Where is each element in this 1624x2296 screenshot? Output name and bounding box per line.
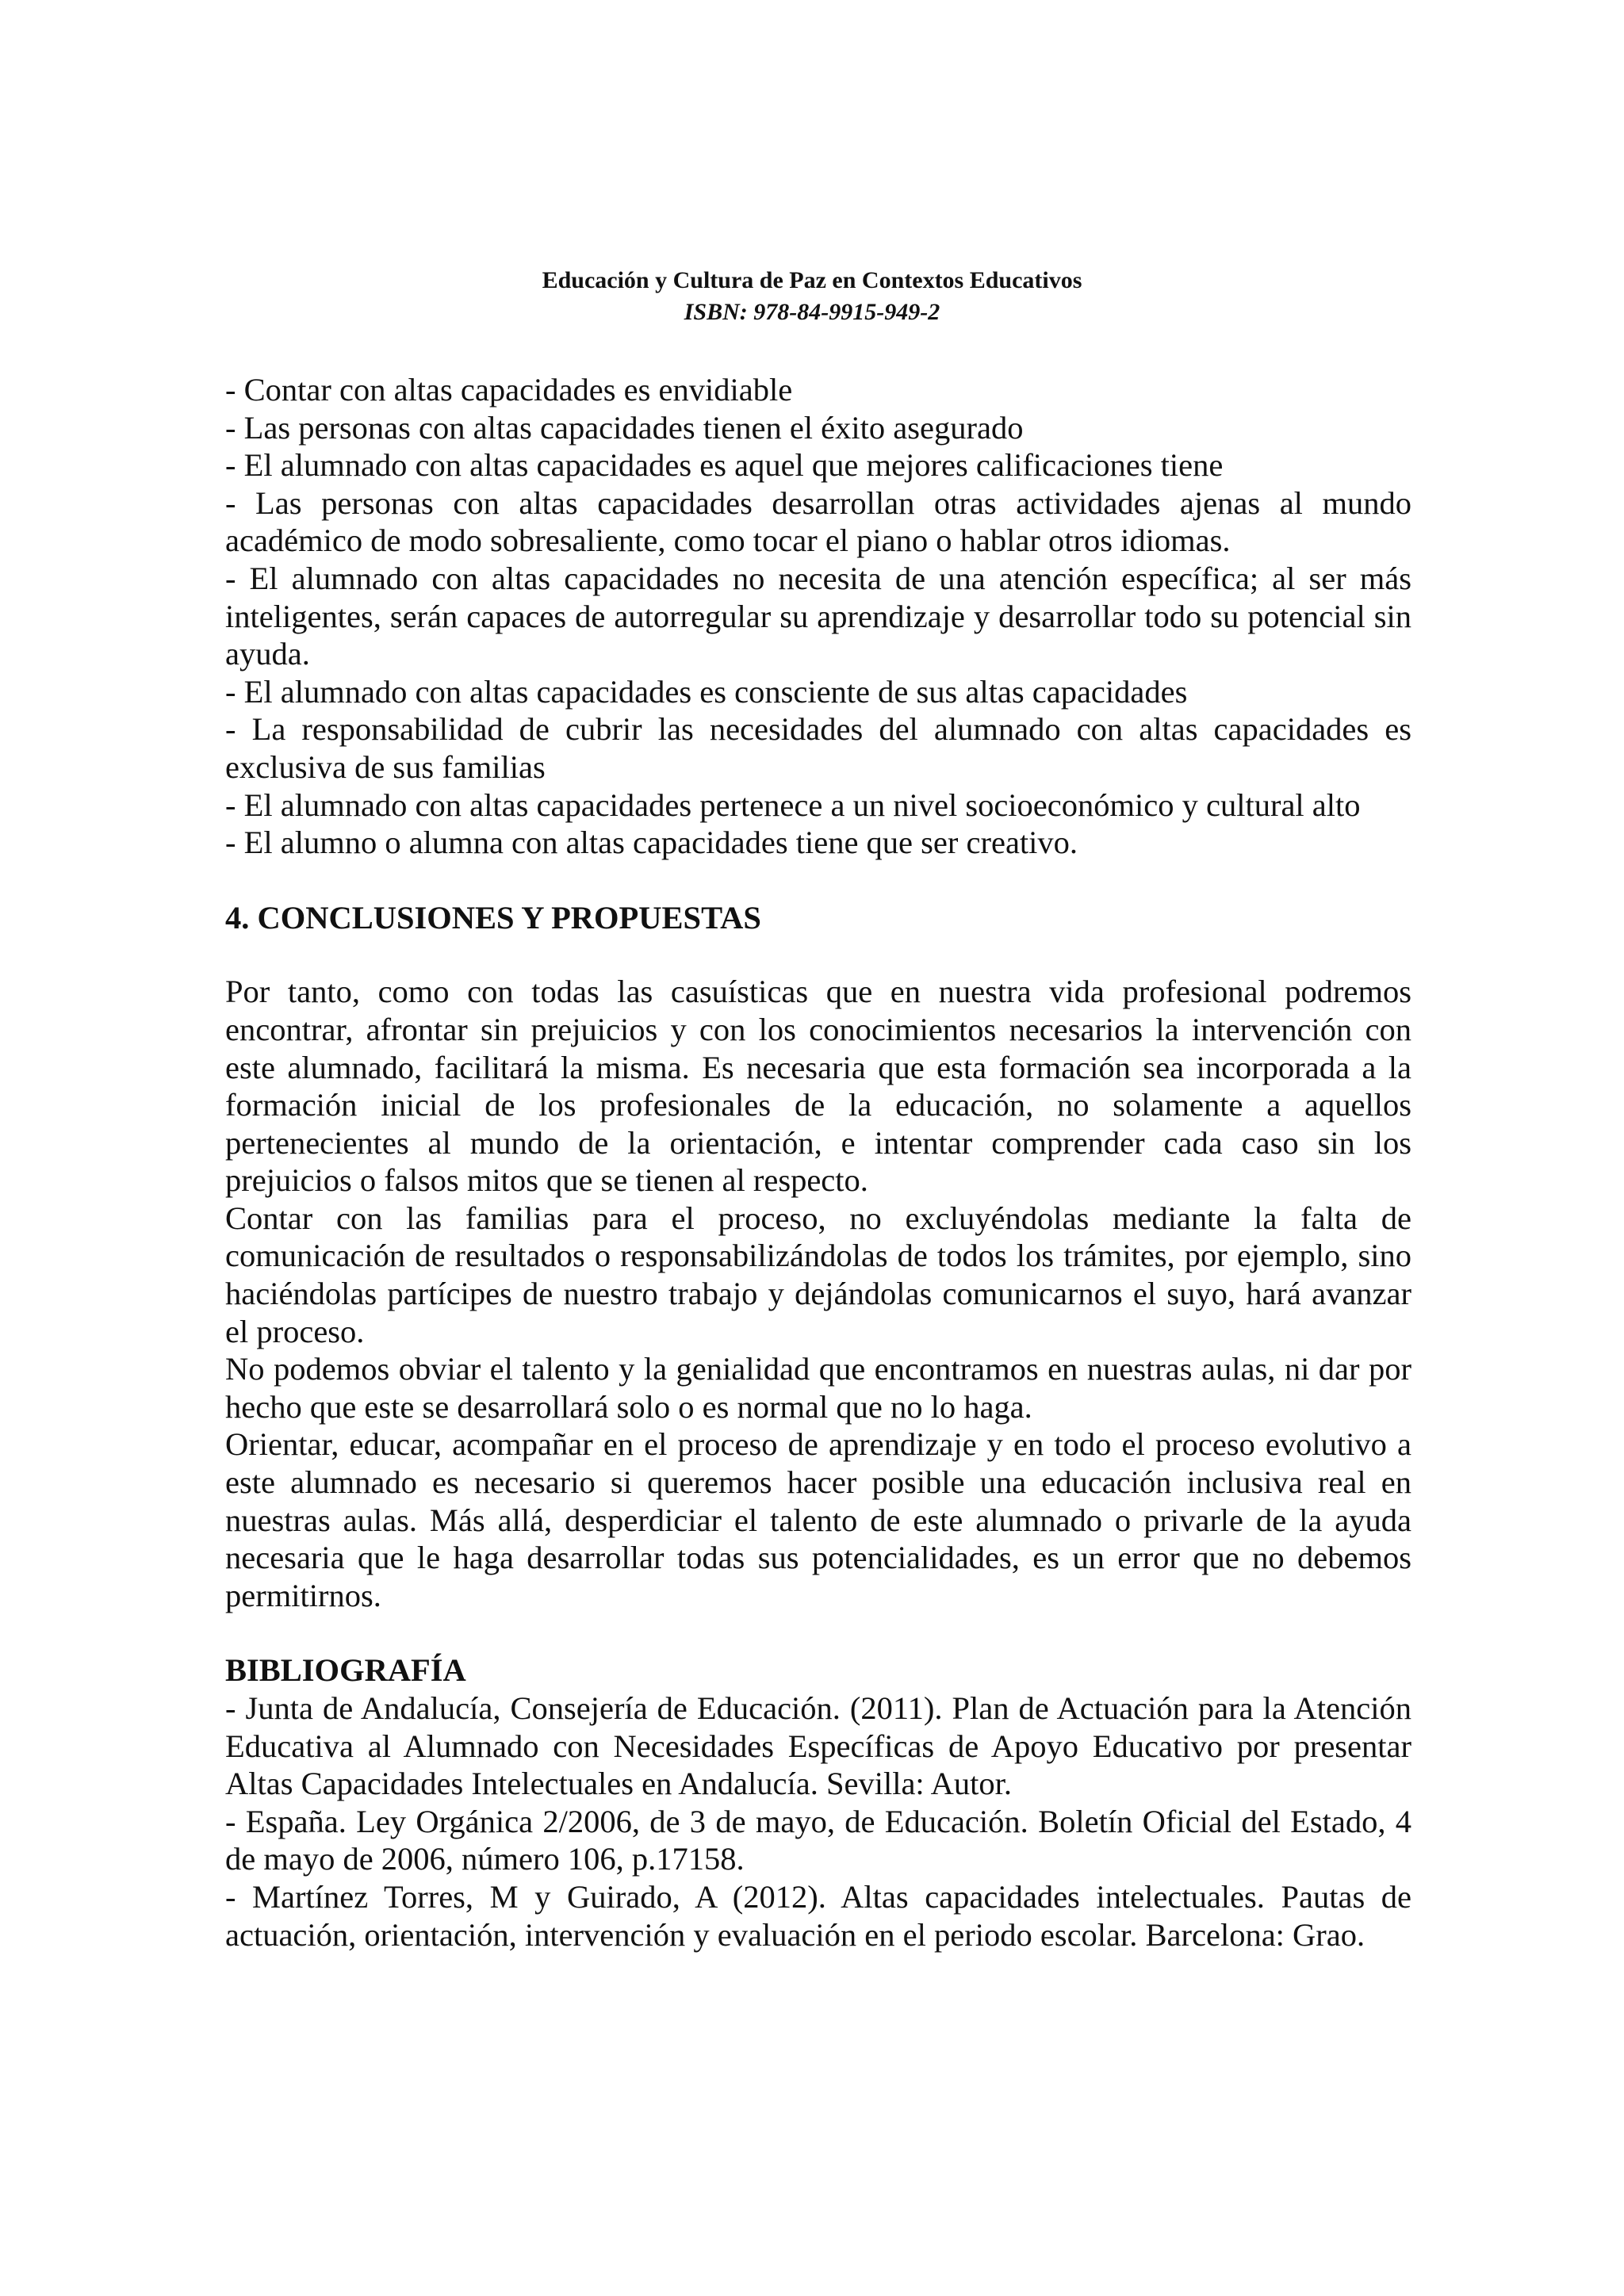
conclusions-body xyxy=(225,973,1411,1614)
book-title: Educación y Cultura de Paz en Contextos Educativos xyxy=(542,267,1082,293)
reference-item: - Junta de Andalucía, Consejería de Educación. (2011). Plan de Actuación para la Atención Educativa al Alumnado con Necesidades Específicas de Apoyo Educativo por presentar Altas Capacidades Intelectuales en Andalucía. Sevilla: Autor. xyxy=(225,1690,1411,1802)
reference-item: - Martínez Torres, M y Guirado, A (2012). Altas capacidades intelectuales. Pautas de actuación, orientación, intervención y evaluación en el periodo escolar. Barcelona: Grao. xyxy=(225,1878,1411,1953)
list-item: - La responsabilidad de cubrir las necesidades del alumnado con altas capacidades es exclusiva de sus familias xyxy=(225,711,1411,785)
bibliography-list xyxy=(225,1689,1411,1954)
list-item: - El alumnado con altas capacidades es consciente de sus altas capacidades xyxy=(225,673,1188,710)
reference-item: - España. Ley Orgánica 2/2006, de 3 de mayo, de Educación. Boletín Oficial del Estado, 4 de mayo de 2006, número 106, p.17158. xyxy=(225,1803,1411,1877)
list-item: - Contar con altas capacidades es envidiable xyxy=(225,372,793,408)
paragraph: Orientar, educar, acompañar en el proceso de aprendizaje y en todo el proceso evolutivo a este alumnado es necesario si queremos hacer posible una educación inclusiva real en nuestras aulas. Más allá, desperdiciar el talento de este alumnado o privarle de la ayuda necesaria que le haga desarrollar todas sus potencialidades, es un error que no debemos permitirnos. xyxy=(225,1426,1411,1613)
list-item: - El alumnado con altas capacidades pertenece a un nivel socioeconómico y cultural alto xyxy=(225,786,1361,823)
paragraph: Contar con las familias para el proceso, no excluyéndolas mediante la falta de comunicación de resultados o responsabilizándolas de todos los trámites, por ejemplo, sino haciéndolas partícipes de nuestro trabajo y dejándolas comunicarnos el suyo, hará avanzar el proceso. xyxy=(225,1200,1411,1349)
list-item: - El alumno o alumna con altas capacidades tiene que ser creativo. xyxy=(225,825,1078,861)
list-item: - El alumnado con altas capacidades es aquel que mejores calificaciones tiene xyxy=(225,447,1224,484)
list-item: - Las personas con altas capacidades desarrollan otras actividades ajenas al mundo académico de modo sobresaliente, como tocar el piano o hablar otros idiomas. xyxy=(225,484,1411,559)
bibliography-heading: BIBLIOGRAFÍA xyxy=(225,1652,466,1689)
page-body xyxy=(225,371,1411,1954)
section-heading: 4. CONCLUSIONES Y PROPUESTAS xyxy=(225,899,761,936)
list-item: - El alumnado con altas capacidades no necesita de una atención específica; al ser más inteligentes, serán capaces de autorregular su aprendizaje y desarrollar todo su potencial sin ayuda. xyxy=(225,560,1411,672)
list-item: - Las personas con altas capacidades tienen el éxito asegurado xyxy=(225,409,1024,446)
running-header xyxy=(0,265,1624,328)
paragraph: Por tanto, como con todas las casuísticas que en nuestra vida profesional podremos encontrar, afrontar sin prejuicios y con los conocimientos necesarios la intervención con este alumnado, facilitará la misma. Es necesaria que esta formación sea incorporada a la formación inicial de los profesionales de la educación, no solamente a aquellos pertenecientes al mundo de la orientación, e intentar comprender cada caso sin los prejuicios o falsos mitos que se tienen al respecto. xyxy=(225,974,1411,1199)
isbn: ISBN: 978-84-9915-949-2 xyxy=(684,299,940,325)
paragraph: No podemos obviar el talento y la genialidad que encontramos en nuestras aulas, ni dar por hecho que este se desarrollará solo o es normal que no lo haga. xyxy=(225,1351,1411,1425)
myths-list xyxy=(225,371,1411,862)
